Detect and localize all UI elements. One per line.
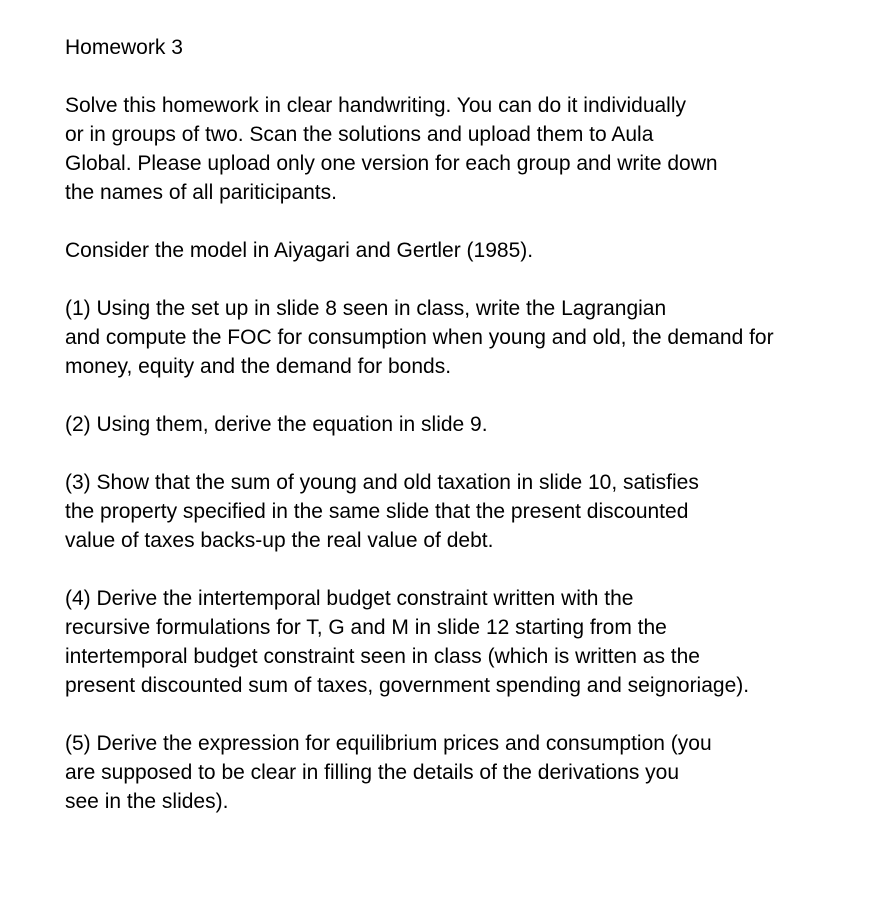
question-2 <box>65 410 882 439</box>
paragraph-line: and compute the FOC for consumption when young and old, the demand for <box>65 326 774 349</box>
paragraph-line: (3) Show that the sum of young and old taxation in slide 10, satisfies <box>65 471 699 494</box>
paragraph-line: recursive formulations for T, G and M in slide 12 starting from the <box>65 616 667 639</box>
paragraph-line: the names of all pariticipants. <box>65 181 337 204</box>
document-title: Homework 3 <box>65 36 183 59</box>
paragraph-line: (2) Using them, derive the equation in slide 9. <box>65 413 488 436</box>
paragraph-line: money, equity and the demand for bonds. <box>65 355 452 378</box>
paragraph-line: (4) Derive the intertemporal budget constraint written with the <box>65 587 634 610</box>
paragraph-line: Solve this homework in clear handwriting. You can do it individually <box>65 94 687 117</box>
paragraph-line: the property specified in the same slide that the present discounted <box>65 500 689 523</box>
context-paragraph <box>65 236 882 265</box>
question-1 <box>65 294 882 381</box>
paragraph-line: present discounted sum of taxes, government spending and seignoriage). <box>65 674 750 697</box>
paragraph-line: intertemporal budget constraint seen in class (which is written as the <box>65 645 700 668</box>
question-3 <box>65 468 882 555</box>
paragraph-line: (5) Derive the expression for equilibrium prices and consumption (you <box>65 732 712 755</box>
paragraph-line: Global. Please upload only one version for each group and write down <box>65 152 718 175</box>
homework-document <box>65 33 882 816</box>
paragraph-line: Consider the model in Aiyagari and Gertler (1985). <box>65 239 534 262</box>
paragraph-line: see in the slides). <box>65 790 229 813</box>
question-4 <box>65 584 882 700</box>
paragraph-line: are supposed to be clear in filling the details of the derivations you <box>65 761 680 784</box>
paragraph-line: (1) Using the set up in slide 8 seen in class, write the Lagrangian <box>65 297 667 320</box>
paragraph-line: or in groups of two. Scan the solutions and upload them to Aula <box>65 123 654 146</box>
paragraph-line: value of taxes backs-up the real value of debt. <box>65 529 494 552</box>
instructions-paragraph <box>65 91 882 207</box>
question-5 <box>65 729 882 816</box>
